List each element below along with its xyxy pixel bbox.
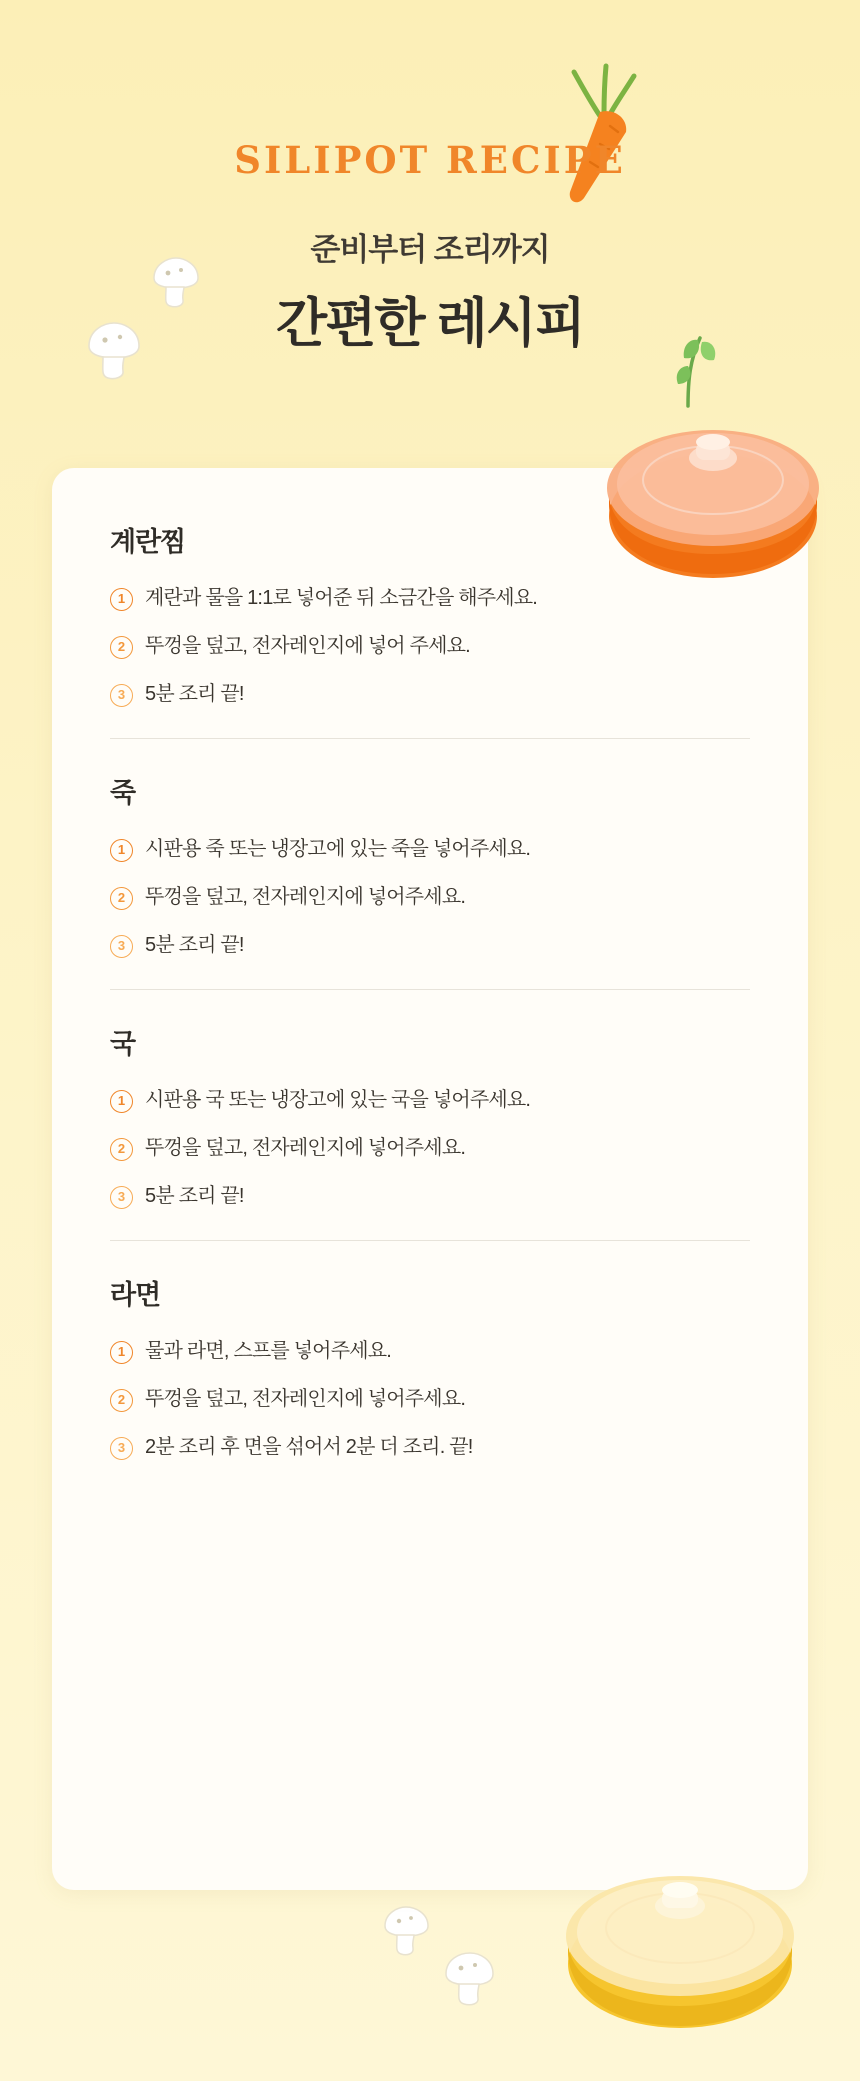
recipe-title: 라면 <box>110 1280 161 1310</box>
page-header <box>0 0 860 357</box>
step-text: 시판용 죽 또는 냉장고에 있는 죽을 넣어주세요. <box>145 838 531 860</box>
mushroom-icon <box>380 1905 434 1962</box>
recipe-step <box>110 585 750 612</box>
recipe-section <box>110 1273 750 1461</box>
section-divider <box>110 738 750 739</box>
recipe-step <box>110 1183 750 1210</box>
step-number: 3 <box>110 935 133 958</box>
step-number: 2 <box>110 887 133 910</box>
step-number: 2 <box>110 636 133 659</box>
step-number: 3 <box>110 684 133 707</box>
recipe-section <box>110 1022 750 1210</box>
recipe-step <box>110 681 750 708</box>
brand-title: SILIPOT RECIPE <box>234 138 626 182</box>
page-subtitle: 준비부터 조리까지 <box>310 232 550 267</box>
step-number: 1 <box>110 839 133 862</box>
recipe-step <box>110 836 750 863</box>
step-number: 2 <box>110 1389 133 1412</box>
step-number: 3 <box>110 1437 133 1460</box>
step-number: 1 <box>110 588 133 611</box>
recipe-title: 계란찜 <box>110 527 186 557</box>
section-divider <box>110 989 750 990</box>
step-text: 뚜껑을 덮고, 전자레인지에 넣어주세요. <box>145 1137 466 1159</box>
step-number: 3 <box>110 1186 133 1209</box>
pot-orange-icon <box>598 396 828 576</box>
recipe-step <box>110 884 750 911</box>
recipe-step <box>110 633 750 660</box>
section-divider <box>110 1240 750 1241</box>
recipe-step <box>110 1386 750 1413</box>
step-text: 뚜껑을 덮고, 전자레인지에 넣어 주세요. <box>145 635 470 657</box>
step-text: 2분 조리 후 면을 섞어서 2분 더 조리. 끝! <box>145 1436 473 1458</box>
recipe-step <box>110 1087 750 1114</box>
step-number: 1 <box>110 1090 133 1113</box>
step-text: 5분 조리 끝! <box>145 1185 244 1207</box>
step-text: 시판용 국 또는 냉장고에 있는 국을 넣어주세요. <box>145 1089 531 1111</box>
recipe-step <box>110 932 750 959</box>
step-text: 뚜껑을 덮고, 전자레인지에 넣어주세요. <box>145 1388 466 1410</box>
step-text: 뚜껑을 덮고, 전자레인지에 넣어주세요. <box>145 886 466 908</box>
recipe-card <box>52 468 808 1890</box>
step-text: 계란과 물을 1:1로 넣어준 뒤 소금간을 해주세요. <box>145 587 538 609</box>
recipe-step <box>110 1135 750 1162</box>
recipe-title: 국 <box>110 1029 136 1059</box>
recipe-step <box>110 1434 750 1461</box>
recipe-section <box>110 771 750 959</box>
step-number: 1 <box>110 1341 133 1364</box>
step-text: 5분 조리 끝! <box>145 934 244 956</box>
pot-yellow-icon <box>555 1846 805 2026</box>
mushroom-icon <box>440 1950 500 2013</box>
step-text: 5분 조리 끝! <box>145 683 244 705</box>
recipe-step <box>110 1338 750 1365</box>
recipe-title: 죽 <box>110 778 136 808</box>
page-title: 간편한 레시피 <box>276 294 584 353</box>
step-number: 2 <box>110 1138 133 1161</box>
step-text: 물과 라면, 스프를 넣어주세요. <box>145 1340 392 1362</box>
